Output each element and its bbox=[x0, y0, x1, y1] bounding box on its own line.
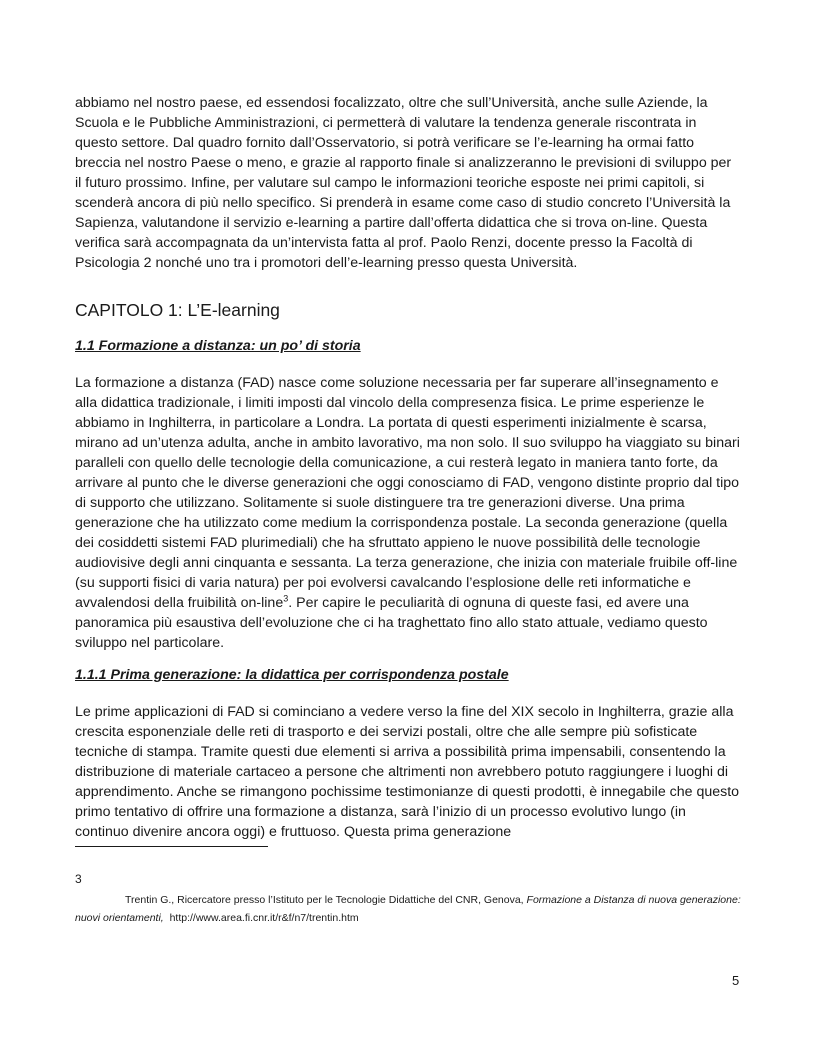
footnote-url[interactable]: http://www.area.fi.cnr.it/r&f/n7/trentin.htm bbox=[169, 912, 359, 924]
section-title-1-1: 1.1 Formazione a distanza: un po’ di storia bbox=[75, 338, 361, 354]
section-1-1-text: La formazione a distanza (FAD) nasce come soluzione necessaria per far superare all’insegnamento e alla didattica tradizionale, i limiti imposti dal vincolo della compresenza fisica. Le prime esperienze le abbiamo in Inghilterra, in particolare a Londra. La portata di questi esperimenti inizialmente è scarsa, mirano ad un’utenza adulta, anche in ambito lavorativo, ma non solo. Il suo sviluppo ha viaggiato su binari paralleli con quello delle tecnologie della comunicazione, a cui resterà legato in maniera tanto forte, da arrivare al punto che le diverse generazioni che oggi conosciamo di FAD, vengono distinte proprio dal tipo di supporto che utilizzano. Solitamente si suole distinguere tra tre generazioni diverse. Una prima generazione che ha utilizzato come medium la corrispondenza postale. La seconda generazione (quella dei cosiddetti sistemi FAD plurimediali) che ha sfruttato appieno le nuove possibilità delle tecnologie audiovisive degli anni cinquanta e sessanta. La terza generazione, che inizia con materiale fruibile off-line (su supporti fisici di varia natura) per poi evolversi cavalcando l’esplosione delle reti informatiche e avvalendosi della fruibilità on-line bbox=[75, 375, 740, 611]
page-body bbox=[75, 93, 741, 842]
section-1-1-1-paragraph: Le prime applicazioni di FAD si cominciano a vedere verso la fine del XIX secolo in Inghilterra, grazie alla crescita esponenziale delle reti di trasporto e dei servizi postali, oltre che alle sempre più sofisticate tecniche di stampa. Tramite questi due elementi si arriva a possibilità prima impensabili, consentendo la distribuzione di materiale cartaceo a persone che altrimenti non avrebbero potuto raggiungere i luoghi di apprendimento. Anche se rimangono pochissime testimonianze di questi prodotti, è innegabile che questo primo tentativo di offrire una formazione a distanza, sarà l’inizio di un processo evolutivo lungo (in continuo divenire ancora oggi) e fruttuoso. Questa prima generazione bbox=[75, 704, 740, 840]
chapter-title: CAPITOLO 1: L’E-learning bbox=[75, 300, 280, 320]
section-title-1-1-1: 1.1.1 Prima generazione: la didattica per corrispondenza postale bbox=[75, 667, 509, 683]
footnote-reference[interactable]: 3 bbox=[283, 593, 289, 604]
footnote-number: 3 bbox=[75, 872, 82, 886]
footnote-separator bbox=[75, 846, 268, 847]
intro-paragraph: abbiamo nel nostro paese, ed essendosi focalizzato, oltre che sull’Università, anche sulle Aziende, la Scuola e le Pubbliche Amministrazioni, ci permetterà di valutare la tendenza generale riscontrata in questo settore. Dal quadro fornito dall’Osservatorio, si potrà verificare se l’e-learning ha ormai fatto breccia nel nostro Paese o meno, e grazie al rapporto finale si analizzeranno le previsioni di sviluppo per il futuro prossimo. Infine, per valutare sul campo le informazioni teoriche esposte nei primi capitoli, si scenderà ancora di più nello specifico. Si prenderà in esame come caso di studio concreto l’Università la Sapienza, valutandone il servizio e-learning a partire dall’offerta didattica che si trova on-line. Questa verifica sarà accompagnata da un’intervista fatta al prof. Paolo Renzi, docente presso la Facoltà di Psicologia 2 nonché uno tra i promotori dell’e-learning presso questa Università. bbox=[75, 95, 732, 271]
section-1-1-text-end: . Per capire le peculiarità di ognuna di queste fasi, ed avere una panoramica più esaustiva dell’evoluzione che ci ha traghettato fino allo stato attuale, vediamo questo sviluppo nel particolare. bbox=[75, 595, 708, 651]
footnote-title: Formazione a Distanza di nuova generazione: nuovi orientamenti, bbox=[75, 894, 741, 924]
footnote-text bbox=[75, 891, 741, 927]
section-1-1-paragraph bbox=[75, 373, 741, 653]
footnote-author: Trentin G., Ricercatore presso l’Istituto per le Tecnologie Didattiche del CNR, Genova, bbox=[125, 894, 527, 906]
page-number: 5 bbox=[732, 973, 740, 988]
